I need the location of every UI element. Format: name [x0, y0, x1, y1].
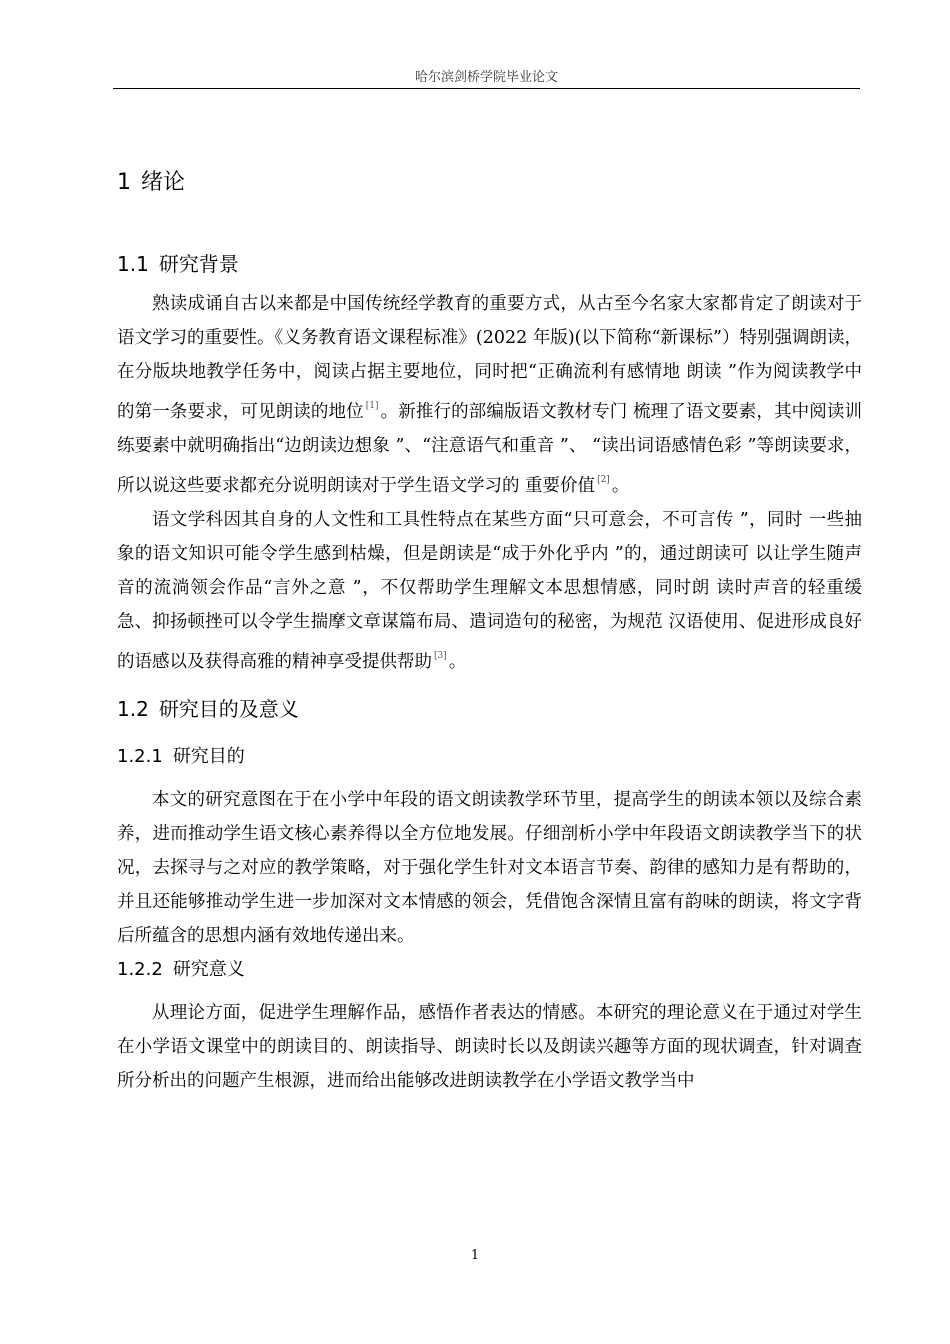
- subsection-heading-1-2-2: [117, 955, 245, 981]
- chapter-number: 1: [117, 170, 131, 195]
- paragraph: [117, 503, 862, 679]
- paragraph: 本文的研究意图在于在小学中年段的语文朗读教学环节里，提高学生的朗读本领以及综合素养，进而推动学生语文核心素养得以全方位地发展。仔细剖析小学中年段语文朗读教学当下的状况，去探寻与之对应的教学策略，对于强化学生针对文本语言节奏、韵律的感知力是有帮助的，并且还能够推动学生进一步加深对文本情感的领会，凭借饱含深情且富有韵味的朗读，将文字背后所蕴含的思想内涵有效地传递出来。: [117, 790, 862, 946]
- subsection-title: 研究目的: [172, 746, 245, 767]
- chapter-title: 绪论: [141, 170, 186, 195]
- section-number: 1.2: [117, 697, 149, 721]
- section-1-2-2-body: [117, 996, 862, 1098]
- section-1-1-body: [117, 287, 862, 679]
- paragraph-text: 。新推行的部编版语文教材专门 梳理了语文要素，其中阅读训练要素中就明确指出“边朗读边想象 ”、“注意语气和重音 ”、 “读出词语感情色彩 ”等朗读要求，所以说这些要求都充分说明朗读对于学生语文学习的 重要价值: [117, 402, 863, 496]
- section-title: 研究目的及意义: [158, 697, 299, 721]
- header-divider: [113, 88, 860, 89]
- page-header-title: 哈尔滨剑桥学院毕业论文: [414, 70, 558, 85]
- citation-marker: [1]: [365, 401, 379, 411]
- citation-marker: [3]: [434, 651, 447, 661]
- section-title: 研究背景: [158, 252, 239, 276]
- subsection-number: 1.2.2: [117, 959, 163, 980]
- paragraph-text: 。: [611, 476, 630, 496]
- chapter-heading: [117, 165, 185, 196]
- citation-marker: [2]: [597, 475, 610, 485]
- paragraph-text: 语文学科因其自身的人文性和工具性特点在某些方面“只可意会，不可言传 ”，同时 一些抽象的语文知识可能令学生感到枯燥，但是朗读是“成于外化乎内 ”的，通过朗读可 以让学生随声音的流淌领会作品“言外之意 ”，不仅帮助学生理解文本思想情感，同时朗 读时声音的轻重缓急、抑扬顿挫可以令学生揣摩文章谋篇布局、遣词造句的秘密，为规范 汉语使用、促进形成良好的语感以及获得高雅的精神享受提供帮助: [117, 510, 863, 672]
- paragraph: [117, 287, 862, 503]
- paragraph: 从理论方面，促进学生理解作品，感悟作者表达的情感。本研究的理论意义在于通过对学生在小学语文课堂中的朗读目的、朗读指导、朗读时长以及朗读兴趣等方面的现状调查，针对调查所分析出的问题产生根源，进而给出能够改进朗读教学在小学语文教学当中: [117, 1003, 862, 1091]
- subsection-title: 研究意义: [172, 959, 245, 980]
- section-heading-1-1: [117, 248, 239, 277]
- page-number: 1: [470, 1248, 480, 1263]
- section-heading-1-2: [117, 693, 299, 722]
- subsection-number: 1.2.1: [117, 746, 163, 767]
- paragraph-text: 熟读成诵自古以来都是中国传统经学教育的重要方式，从古至今名家大家都肯定了朗读对于语文学习的重要性。《义务教育语文课程标准》(2022 年版)(以下简称“新课标”）特别强调朗读，在分版块地教学任务中，阅读占据主要地位，同时把“正确流利有感情地 朗读 ”作为阅读教学中的第一条要求，可见朗读的地位: [117, 294, 862, 422]
- paragraph-text: 。: [448, 652, 467, 672]
- subsection-heading-1-2-1: [117, 742, 245, 768]
- section-1-2-1-body: [117, 783, 862, 953]
- section-number: 1.1: [117, 252, 149, 276]
